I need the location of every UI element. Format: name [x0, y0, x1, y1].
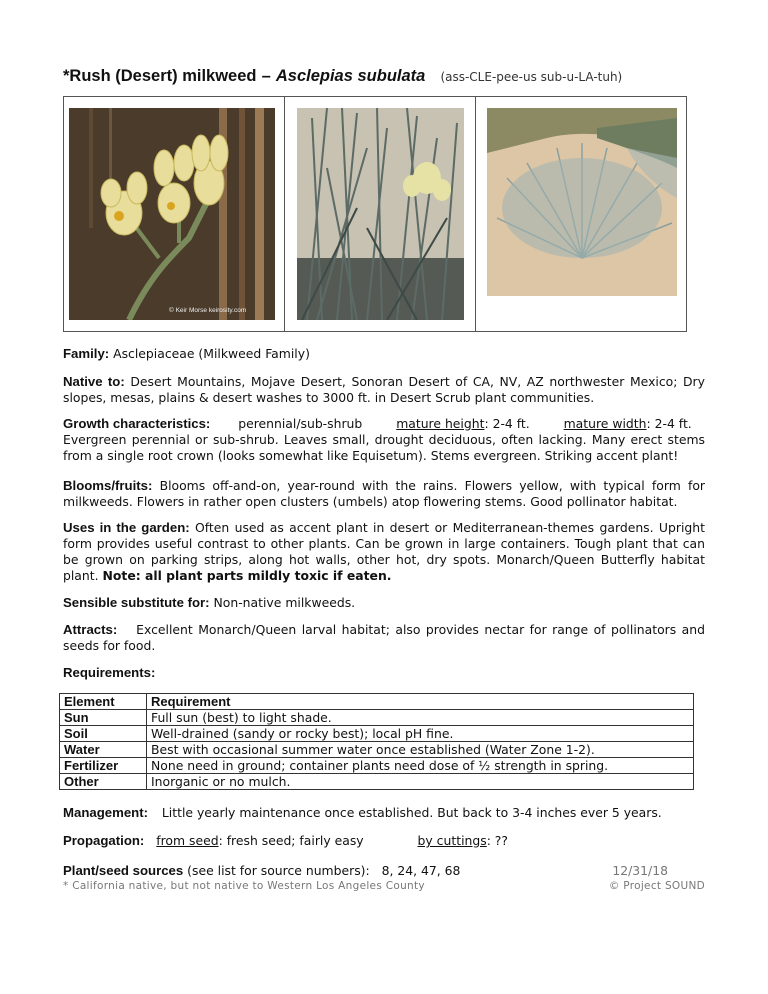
native-section: [63, 374, 705, 406]
uses-label: Uses in the garden:: [63, 520, 190, 535]
management-label: Management:: [63, 805, 148, 820]
family-value: Asclepiaceae (Milkweed Family): [113, 346, 310, 361]
photo-strip: [63, 96, 687, 332]
requirement-cell: None need in ground; container plants need dose of ½ strength in spring.: [147, 758, 694, 774]
sources-section: [63, 863, 483, 879]
requirement-cell: Well-drained (sandy or rocky best); local pH fine.: [147, 726, 694, 742]
table-row: [60, 774, 694, 790]
attracts-section: [63, 622, 705, 654]
substitute-section: [63, 595, 705, 611]
blooms-section: [63, 478, 705, 510]
element-cell: Fertilizer: [60, 758, 147, 774]
requirement-cell: Full sun (best) to light shade.: [147, 710, 694, 726]
header-requirement: Requirement: [147, 694, 694, 710]
pronunciation: (ass-CLE-pee-us sub-u-LA-tuh): [440, 70, 623, 84]
by-cuttings-value: : ??: [486, 833, 508, 848]
height-value: : 2-4 ft.: [484, 416, 530, 431]
blooms-value: Blooms off-and-on, year-round with the rains. Flowers yellow, with typical form for milkweeds. Flowers in rather open clusters (umbels) atop flowering stems. Good pollinator habitat.: [63, 478, 705, 509]
photo-credit: © Keir Morse keirosity.com: [169, 307, 247, 314]
growth-section: [63, 416, 705, 464]
common-name: *Rush (Desert) milkweed: [63, 67, 257, 85]
element-cell: Water: [60, 742, 147, 758]
scientific-name: Asclepias subulata: [275, 67, 426, 85]
attracts-value: Excellent Monarch/Queen larval habitat; also provides nectar for range of pollinators and seeds for food.: [63, 622, 705, 653]
stems-photo: [297, 108, 464, 320]
title-dash: –: [261, 67, 271, 85]
growth-text: Evergreen perennial or sub-shrub. Leaves small, drought deciduous, often lacking. Many erect stems from a single root crown (looks somewhat like Equisetum). Stems evergreen. Striking accent plant!: [63, 432, 705, 463]
blooms-label: Blooms/fruits:: [63, 478, 153, 493]
element-cell: Other: [60, 774, 147, 790]
uses-value: Often used as accent plant in desert or Mediterranean-themes gardens. Upright form provides useful contrast to other plants. Can be grown in large containers. Tough plant that can be grown on parking strips, along hot walls, other hot, dry spots. Monarch/Queen Butterfly habitat plant.: [63, 520, 705, 583]
height-label: mature height: [396, 416, 485, 431]
requirement-cell: Best with occasional summer water once established (Water Zone 1-2).: [147, 742, 694, 758]
habitat-photo: [487, 108, 677, 296]
uses-section: [63, 520, 705, 584]
header-element: Element: [60, 694, 147, 710]
table-row: [60, 758, 694, 774]
sources-value: 8, 24, 47, 68: [381, 863, 461, 878]
revision-date: 12/31/18: [612, 863, 668, 878]
propagation-label: Propagation:: [63, 833, 145, 848]
family-label: Family:: [63, 346, 110, 361]
native-value: Desert Mountains, Mojave Desert, Sonoran Desert of CA, NV, AZ northwester Mexico; Dry slopes, mesas, plains & desert washes to 3000 ft. in Desert Scrub plant communities.: [63, 374, 705, 405]
requirement-cell: Inorganic or no mulch.: [147, 774, 694, 790]
footer-native-note: * California native, but not native to Western Los Angeles County: [63, 880, 425, 892]
element-cell: Sun: [60, 710, 147, 726]
from-seed-label: from seed: [156, 833, 219, 848]
growth-label: Growth characteristics:: [63, 416, 211, 431]
requirements-label: Requirements:: [63, 665, 156, 680]
native-label: Native to:: [63, 374, 125, 389]
table-row: [60, 726, 694, 742]
management-value: Little yearly maintenance once established. But back to 3-4 inches ever 5 years.: [161, 805, 662, 820]
table-header-row: [60, 694, 694, 710]
propagation-section: [63, 833, 705, 849]
substitute-value: Non-native milkweeds.: [213, 595, 356, 610]
by-cuttings-label: by cuttings: [417, 833, 487, 848]
growth-habit: perennial/sub-shrub: [238, 416, 363, 431]
toxicity-note: Note: all plant parts mildly toxic if eaten.: [102, 568, 392, 583]
requirements-table: [59, 693, 694, 790]
photo-cell-flowers: [64, 97, 285, 331]
element-cell: Soil: [60, 726, 147, 742]
width-label: mature width: [563, 416, 647, 431]
table-row: [60, 742, 694, 758]
table-row: [60, 710, 694, 726]
family-section: [63, 346, 705, 362]
attracts-label: Attracts:: [63, 622, 118, 637]
photo-cell-stems: [285, 97, 475, 331]
page-title: [63, 66, 622, 86]
management-section: [63, 805, 705, 821]
width-value: : 2-4 ft.: [646, 416, 692, 431]
footer-copyright: © Project SOUND: [608, 880, 705, 892]
flower-closeup-photo: [69, 108, 275, 320]
requirements-heading: [63, 665, 705, 681]
from-seed-value: : fresh seed; fairly easy: [218, 833, 364, 848]
sources-note: (see list for source numbers):: [187, 863, 370, 878]
photo-cell-habitat: [476, 97, 686, 331]
sources-label: Plant/seed sources: [63, 863, 184, 878]
substitute-label: Sensible substitute for:: [63, 595, 210, 610]
